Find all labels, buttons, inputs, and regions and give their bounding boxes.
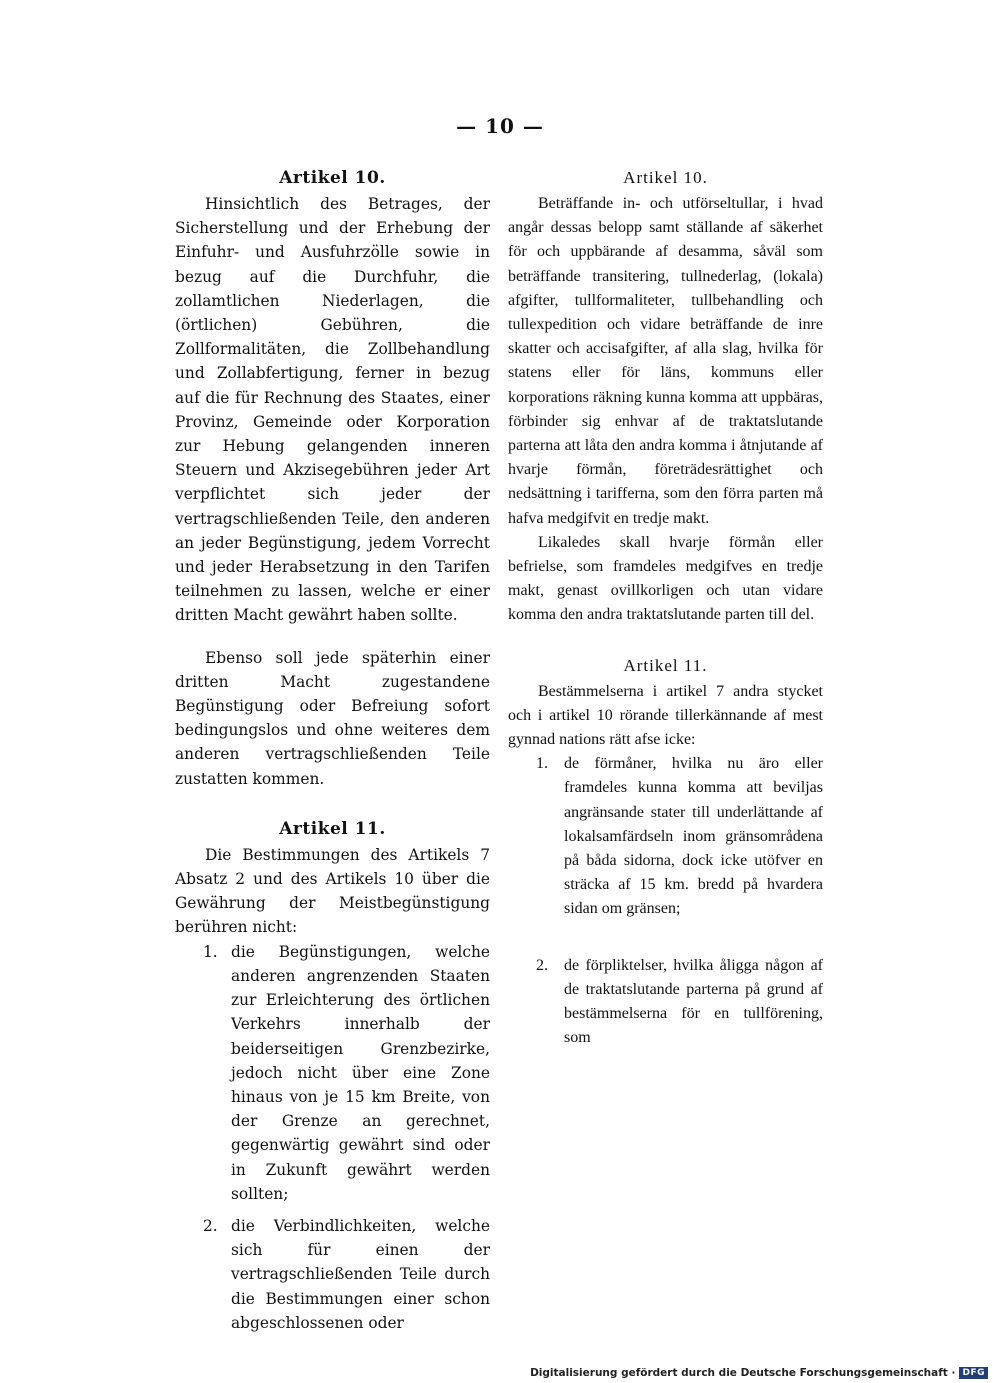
article-11-heading-sv: Artikel 11. (623, 655, 708, 675)
credit-text: Digitalisierung gefördert durch die Deutsche Forschungsgemeinschaft · (530, 1367, 956, 1379)
article-10-paragraph-1-sv: Beträffande in- och utförseltullar, i hvad angår dessas belopp samt ställande af säkerhet för och uppbärande af desamma, såväl som beträffande transitering, tullnederlag, (lokala) afgifter, tullformaliteter, tullbehandling och tullexpedition och vidare beträffande de inre skatter och accisafgifter, af alla slag, hvilka för statens eller för läns, kommuns eller korporations räkning kunna komma att uppbäras, förbinder sig enhvar af de traktatslutande parterna att låta den andra komma i åtnjutande af hvarje förmån, företrädesrättighet och nedsättning i tarifferna, som den förra parten må hafva medgifvit en tredje makt. (508, 195, 823, 527)
list-item (175, 1214, 490, 1335)
list-item (508, 954, 823, 1051)
article-10-heading-de: Artikel 10. (279, 168, 386, 188)
swedish-column (508, 166, 823, 1051)
list-item-text: die Begünstigungen, welche anderen angrenzenden Staaten zur Erleichterung des örtlichen Verkehrs innerhalb der beiderseitigen Grenzbezirke, jedoch nicht über eine Zone hinaus von je 15 km Breite, von der Grenze an gerechnet, gegenwärtig gewährt sind oder in Zukunft gewährt werden sollten; (231, 942, 490, 1203)
article-10-heading-sv: Artikel 10. (623, 168, 708, 187)
article-11-list-sv (508, 752, 823, 1050)
article-11-list-de (175, 940, 490, 1335)
list-item-text: de förpliktelser, hvilka åligga någon af de traktatslutande parterna på grund af bestämmelserna för en tullförening, som (564, 956, 823, 1047)
page-number: — 10 — (456, 114, 544, 138)
list-item-number: 2. (536, 956, 548, 974)
article-11-intro-de: Die Bestimmungen des Artikels 7 Absatz 2 und des Artikels 10 über die Gewährung der Meistbegünstigung berühren nicht: (175, 845, 490, 937)
list-item-number: 1. (203, 942, 218, 961)
german-column (175, 166, 490, 1335)
list-item-number: 1. (536, 755, 548, 773)
article-11-heading-de: Artikel 11. (279, 818, 386, 839)
list-item (508, 752, 823, 921)
list-item (175, 940, 490, 1206)
digitization-credit (530, 1367, 988, 1379)
article-10-paragraph-1-de: Hinsichtlich des Betrages, der Sicherstellung und der Erhebung der Einfuhr- und Ausfuhrzölle sowie in bezug auf die Durchfuhr, die zollamtlichen Niederlagen, die (örtlichen) Gebühren, die Zollformalitäten, die Zollbehandlung und Zollabfertigung, ferner in bezug auf die für Rechnung des Staates, einer Provinz, Gemeinde oder Korporation zur Hebung gelangenden inneren Steuern und Akzisegebühren jeder Art verpflichtet sich jeder der vertragschließenden Teile, den anderen an jeder Begünstigung, jedem Vorrecht und jeder Herabsetzung in den Tarifen teilnehmen zu lassen, welche er einer dritten Macht gewährt haben sollte. (175, 195, 490, 625)
article-10-paragraph-2-de: Ebenso soll jede späterhin einer dritten Macht zugestandene Begünstigung oder Befreiung sofort bedingungslos und ohne weiteres dem anderen vertragschließenden Teile zustatten kommen. (175, 648, 490, 788)
article-11-intro-sv: Bestämmelserna i artikel 7 andra stycket och i artikel 10 rörande tillerkännande af mest gynnad nations rätt afse icke: (508, 682, 823, 749)
article-10-paragraph-2-sv: Likaledes skall hvarje förmån eller befrielse, som framdeles medgifves en tredje makt, genast ovillkorligen och utan vidare komma den andra traktatslutande parten till del. (508, 533, 823, 624)
list-item-text: de förmåner, hvilka nu äro eller framdeles kunna komma att beviljas angränsande stater till underlättande af lokalsamfärdseln inom gränsområdena på båda sidorna, dock icke utöfver en sträcka af 15 km. bredd på hvardera sidan om gränsen; (564, 755, 823, 918)
list-item-number: 2. (203, 1216, 218, 1235)
list-item-text: die Verbindlichkeiten, welche sich für einen der vertragschließenden Teile durch die Bestimmungen einer schon abgeschlossenen oder (231, 1216, 490, 1332)
dfg-logo: DFG (959, 1367, 988, 1379)
